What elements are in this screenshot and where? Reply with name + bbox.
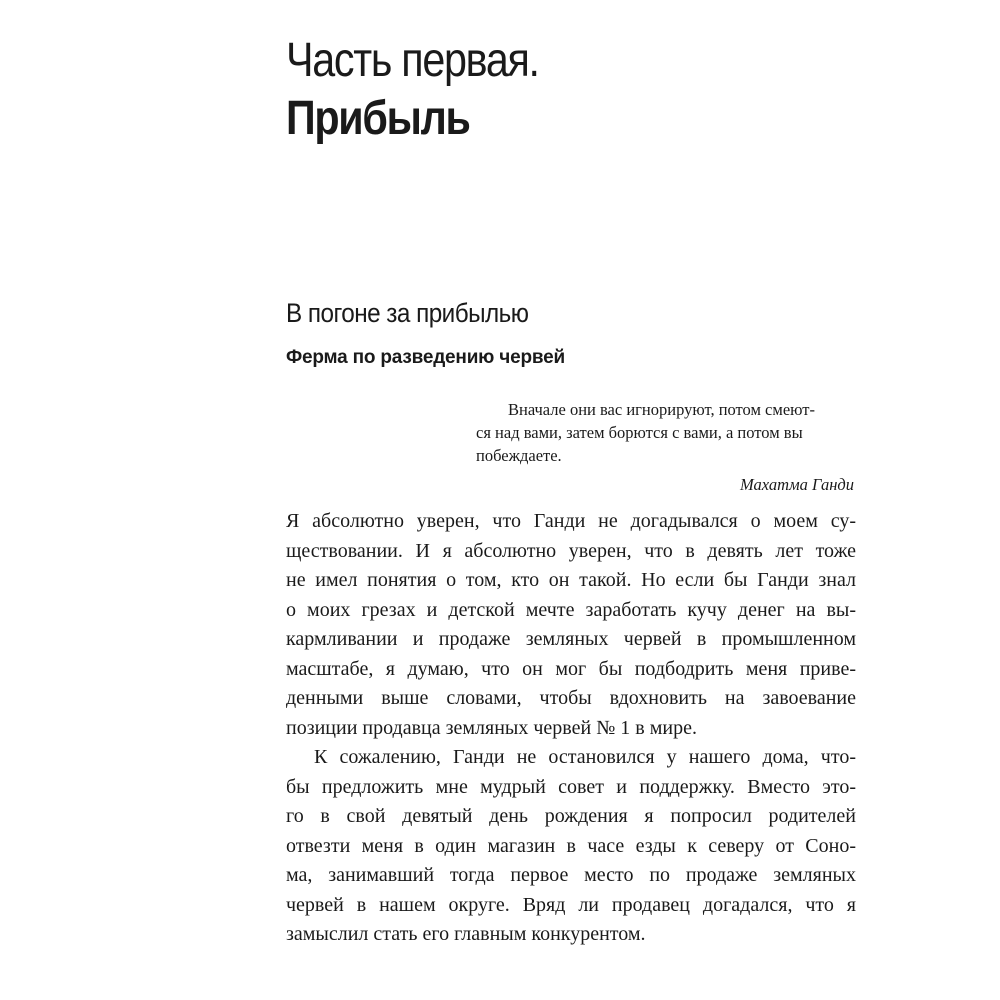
body-text bbox=[286, 507, 856, 950]
text-line: не имел понятия о том, кто он такой. Но если бы Ганди знал bbox=[286, 569, 856, 591]
part-title-name: Прибыль bbox=[286, 92, 470, 145]
text-line: замыслил стать его главным конкурентом. bbox=[286, 923, 646, 945]
text-line: ма, занимавший тогда первое место по продаже земляных bbox=[286, 864, 856, 886]
part-title-number: Часть первая. bbox=[286, 34, 539, 87]
text-line: денными выше словами, чтобы вдохновить на завоевание bbox=[286, 687, 856, 709]
text-line: ществовании. И я абсолютно уверен, что в девять лет тоже bbox=[286, 539, 856, 562]
text-line: о моих грезах и детской мечте заработать кучу денег на вы- bbox=[286, 598, 856, 621]
text-line: позиции продавца земляных червей № 1 в мире. bbox=[286, 716, 697, 739]
epigraph-line: побеждаете. bbox=[476, 446, 562, 465]
text-line: отвезти меня в один магазин в часе езды к северу от Соно- bbox=[286, 834, 856, 857]
chapter-title: В погоне за прибылью bbox=[286, 298, 529, 328]
text-line: бы предложить мне мудрый совет и поддержку. Вместо это- bbox=[286, 775, 856, 798]
epigraph-line: Вначале они вас игнорируют, потом смеют- bbox=[508, 400, 815, 419]
epigraph bbox=[476, 398, 856, 496]
paragraph-2 bbox=[286, 743, 856, 950]
text-line: червей в нашем округе. Вряд ли продавец догадался, что я bbox=[286, 893, 856, 916]
text-line: масштабе, я думаю, что он мог бы подбодрить меня приве- bbox=[286, 657, 856, 680]
epigraph-author: Махатма Ганди bbox=[740, 475, 854, 494]
paragraph-1 bbox=[286, 507, 856, 743]
text-line: К сожалению, Ганди не остановился у нашего дома, что- bbox=[314, 746, 856, 768]
text-line: го в свой девятый день рождения я попросил родителей bbox=[286, 805, 856, 827]
part-title bbox=[286, 32, 802, 148]
text-line: Я абсолютно уверен, что Ганди не догадывался о моем су- bbox=[286, 510, 856, 532]
text-line: кармливании и продаже земляных червей в промышленном bbox=[286, 628, 856, 650]
section-title: Ферма по разведению червей bbox=[286, 347, 565, 368]
epigraph-line: ся над вами, затем борются с вами, а потом вы bbox=[476, 423, 803, 442]
